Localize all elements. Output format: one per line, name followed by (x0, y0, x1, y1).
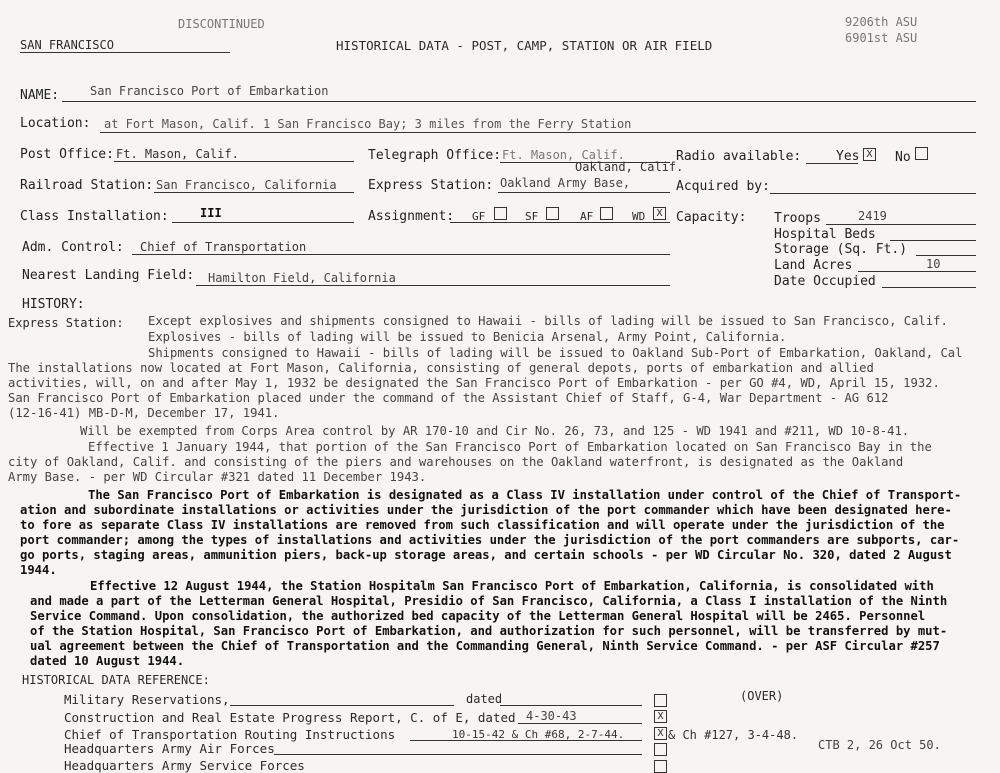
telegraph-value: Ft. Mason, Calif. (502, 148, 625, 162)
storage-label: Storage (Sq. Ft.) (774, 242, 908, 257)
assign-af-label: AF (580, 210, 594, 223)
unit-number-1: 9206th ASU (845, 15, 918, 29)
date-occupied-label: Date Occupied (774, 274, 876, 289)
troops-value: 2419 (858, 209, 887, 223)
name-underline (62, 101, 976, 102)
military-dated-label: dated (466, 692, 503, 706)
history-bold2-line-6: dated 10 August 1944. (30, 654, 185, 668)
military-label: Military Reservations, (64, 692, 230, 707)
history-express-label: Express Station: (8, 316, 124, 330)
radio-no-checkbox[interactable] (915, 147, 928, 160)
name-label: NAME: (20, 88, 60, 103)
location-field-underline (100, 132, 976, 133)
history-line-9: Effective 1 January 1944, that portion of the San Francisco Port of Embarkation located on San Francisco Bay in the (88, 440, 932, 454)
land-acres-label: Land Acres (774, 258, 853, 273)
name-value: San Francisco Port of Embarkation (90, 84, 329, 98)
hospital-beds-underline (890, 240, 976, 241)
landing-field-label: Nearest Landing Field: (22, 268, 195, 283)
telegraph-underline (500, 162, 670, 163)
adm-control-label: Adm. Control: (22, 240, 124, 255)
unit-number-2: 6901st ASU (845, 31, 918, 45)
hq-air-underline (274, 754, 642, 755)
land-acres-underline (858, 271, 976, 272)
assign-wd-checkbox[interactable]: X (653, 207, 666, 220)
routing-underline (410, 740, 642, 741)
assign-sf-label: SF (525, 210, 539, 223)
radio-yes-checkbox[interactable]: X (863, 148, 876, 161)
history-line-6: San Francisco Port of Embarkation placed under the command of the Assistant Chief of Staff, G-4, War Department - AG 612 (8, 391, 889, 405)
location-heading: SAN FRANCISCO (20, 38, 114, 52)
history-bold2-line-4: of the Station Hospital, San Francisco Port of Embarkation, and authorization for such personnel, will be transferred by mut- (30, 624, 948, 638)
radio-yes-label: Yes (836, 149, 860, 164)
construction-checkbox[interactable]: X (654, 710, 667, 723)
history-bold2-line-1: Effective 12 August 1944, the Station Hospitalm San Francisco Port of Embarkation, California, is consolidated with (90, 579, 934, 593)
radio-no-label: No (895, 150, 911, 165)
location-label: Location: (20, 116, 91, 131)
troops-label: Troops (774, 211, 821, 226)
history-line-1: Except explosives and shipments consigned to Hawaii - bills of lading will be issued to San Francisco, Calif. (148, 314, 948, 328)
history-line-11: Army Base. - per WD Circular #321 dated 11 December 1943. (8, 470, 427, 484)
hq-service-label: Headquarters Army Service Forces (64, 758, 305, 773)
history-line-5: activities, will, on and after May 1, 1932 be designated the San Francisco Port of Embarkation - per GO #4, WD, April 15, 1932. (8, 376, 940, 390)
history-heading: HISTORY: (22, 297, 85, 312)
history-bold2-line-2: and made a part of the Letterman General Hospital, Presidio of San Francisco, California, a Class I installation of the Ninth (30, 594, 948, 608)
adm-control-value: Chief of Transportation (140, 240, 307, 254)
construction-underline (518, 723, 642, 724)
class-value: III (200, 206, 222, 220)
history-bold-line-5: go ports, staging areas, ammunition piers, back-up storage areas, and certain schools - per WD Circular No. 320, dated 2 August (20, 548, 952, 562)
construction-label: Construction and Real Estate Progress Report, C. of E, dated (64, 710, 516, 725)
history-line-7: (12-16-41) MB-D-M, December 17, 1941. (8, 406, 280, 420)
history-bold2-line-5: ual agreement between the Chief of Transportation and the Commanding General, Ninth Service Command. - per ASF Circular #257 (30, 639, 940, 653)
express-label: Express Station: (368, 178, 494, 193)
post-office-value: Ft. Mason, Calif. (116, 147, 239, 161)
hq-air-label: Headquarters Army Air Forces (64, 741, 275, 756)
location-underline (20, 52, 230, 53)
discontinued-stamp: DISCONTINUED (178, 17, 265, 31)
assign-gf-label: GF (472, 210, 486, 223)
history-line-10: city of Oakland, Calif. and consisting of the piers and warehouses on the Oakland waterfront, is designated as the Oakland (8, 455, 904, 469)
history-bold-line-4: port commander; among the types of installations and activities under the jurisdiction of the port commanders are subports, car- (20, 533, 960, 547)
assignment-label: Assignment: (368, 209, 455, 224)
assign-wd-label: WD (632, 210, 646, 223)
acquired-label: Acquired by: (676, 179, 770, 194)
routing-value: 10-15-42 & Ch #68, 2-7-44. (452, 728, 625, 741)
military-checkbox[interactable] (654, 694, 667, 707)
telegraph-value-2: Oakland, Calif. (575, 160, 684, 174)
history-bold2-line-3: Service Command. Upon consolidation, the authorized bed capacity of the Letterman General Hospital will be 2465. Personnel (30, 609, 926, 623)
railroad-value: San Francisco, California (156, 178, 337, 192)
hq-air-checkbox[interactable] (654, 743, 667, 756)
railroad-underline (154, 192, 354, 193)
radio-label: Radio available: (676, 149, 802, 164)
troops-underline (826, 224, 976, 225)
storage-underline (916, 255, 976, 256)
history-bold-line-1: The San Francisco Port of Embarkation is designated as a Class IV installation under control of the Chief of Transport- (88, 488, 962, 502)
hospital-beds-label: Hospital Beds (774, 227, 876, 242)
page-title: HISTORICAL DATA - POST, CAMP, STATION OR AIR FIELD (336, 38, 713, 53)
history-line-4: The installations now located at Fort Mason, California, consisting of general depots, ports of embarkation and allied (8, 361, 874, 375)
assign-af-checkbox[interactable] (600, 207, 613, 220)
location-value: at Fort Mason, Calif. 1 San Francisco Bay; 3 miles from the Ferry Station (104, 117, 632, 131)
class-underline (172, 222, 354, 223)
post-office-label: Post Office: (20, 147, 114, 162)
routing-extra: & Ch #127, 3-4-48. (668, 728, 799, 742)
acquired-underline (770, 193, 976, 194)
military-underline (230, 705, 454, 706)
construction-date: 4-30-43 (526, 709, 577, 723)
routing-checkbox[interactable]: X (654, 727, 667, 740)
assign-gf-checkbox[interactable] (494, 207, 507, 220)
express-value: Oakland Army Base, (500, 176, 631, 190)
history-line-3: Shipments consigned to Hawaii - bills of lading will be issued to Oakland Sub-Port of Embarkation, Oakland, Cal (148, 346, 963, 360)
class-label: Class Installation: (20, 209, 169, 224)
telegraph-label: Telegraph Office: (368, 148, 502, 163)
history-line-8: Will be exempted from Corps Area control by AR 170-10 and Cir No. 26, 73, and 125 - WD 1941 and #211, WD 10-8-41. (80, 424, 910, 438)
land-acres-value: 10 (926, 257, 941, 271)
landing-field-value: Hamilton Field, California (208, 271, 396, 285)
hq-service-checkbox[interactable] (654, 760, 667, 773)
routing-extra-2: CTB 2, 26 Oct 50. (818, 738, 941, 752)
landing-field-underline (196, 285, 670, 286)
history-bold-line-6: 1944. (20, 563, 57, 577)
assign-sf-checkbox[interactable] (546, 207, 559, 220)
date-occupied-underline (882, 287, 976, 288)
history-bold-line-3: to fore as separate Class IV installations are removed from such classification and will operate under the jurisdiction of the (20, 518, 945, 532)
routing-label: Chief of Transportation Routing Instructions (64, 727, 396, 742)
history-line-2: Explosives - bills of lading will be issued to Benicia Arsenal, Army Point, California. (148, 330, 787, 344)
adm-control-underline (132, 254, 670, 255)
express-underline (498, 192, 670, 193)
railroad-label: Railroad Station: (20, 178, 154, 193)
reference-heading: HISTORICAL DATA REFERENCE: (22, 673, 210, 687)
capacity-label: Capacity: (676, 210, 747, 225)
over-note: (OVER) (740, 689, 784, 703)
military-dated-underline (500, 705, 642, 706)
post-office-underline (114, 161, 354, 162)
history-bold-line-2: ation and subordinate installations or activities under the jurisdiction of the port commander which have been designated here- (20, 503, 952, 517)
